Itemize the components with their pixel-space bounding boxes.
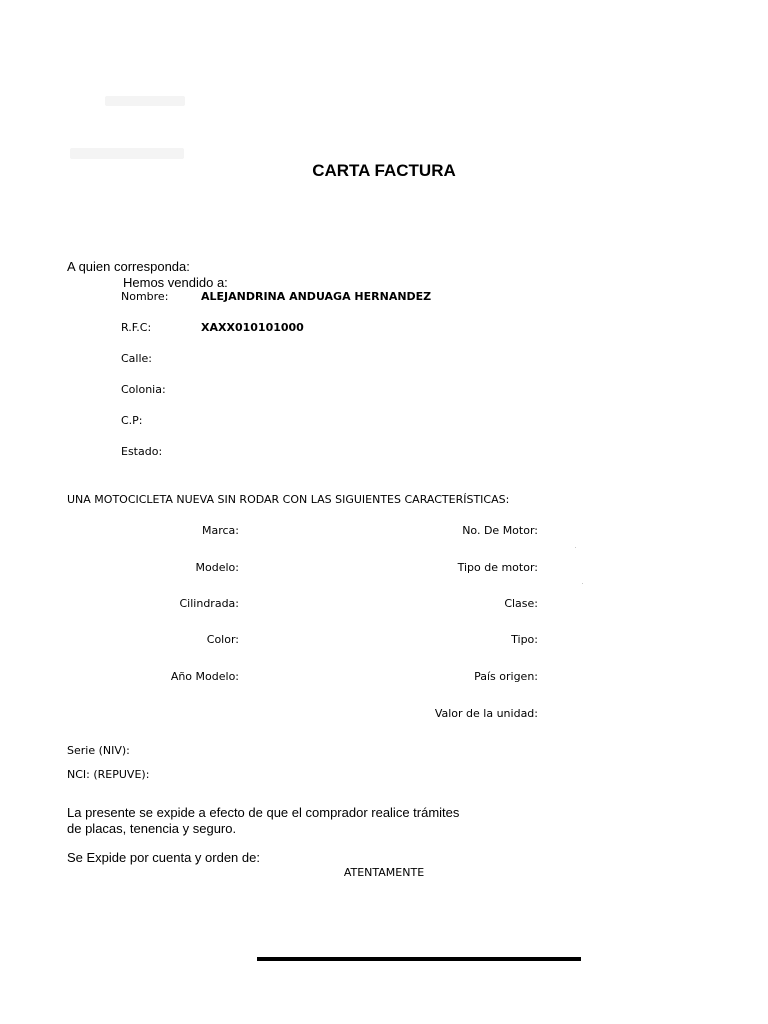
spec-clase-label: Clase: <box>504 597 538 610</box>
purpose-line-1: La presente se expide a efecto de que el comprador realice trámites <box>67 805 460 820</box>
speck <box>575 547 576 548</box>
spec-tipo-motor-label: Tipo de motor: <box>457 561 538 574</box>
spec-modelo-label: Modelo: <box>195 561 239 574</box>
nombre-value: ALEJANDRINA ANDUAGA HERNANDEZ <box>201 290 432 303</box>
faint-header-mark <box>105 96 185 106</box>
document-title: CARTA FACTURA <box>312 161 456 180</box>
cp-label: C.P: <box>121 414 143 427</box>
purpose-line-2: de placas, tenencia y seguro. <box>67 821 237 836</box>
nci-label: NCI: (REPUVE): <box>67 768 150 781</box>
expide-text: Se Expide por cuenta y orden de: <box>67 850 260 865</box>
spec-no-motor-label: No. De Motor: <box>462 524 538 537</box>
serie-label: Serie (NIV): <box>67 744 130 757</box>
nombre-label: Nombre: <box>121 290 169 303</box>
faint-header-mark <box>70 148 184 159</box>
spec-valor-unidad-label: Valor de la unidad: <box>434 707 538 720</box>
signature-line <box>257 957 581 961</box>
speck <box>582 583 583 584</box>
spec-color-label: Color: <box>206 633 239 646</box>
estado-label: Estado: <box>121 445 163 458</box>
spec-cilindrada-label: Cilindrada: <box>179 597 239 610</box>
spec-ano-modelo-label: Año Modelo: <box>170 670 239 683</box>
closing-text: ATENTAMENTE <box>343 866 425 879</box>
greeting: A quien corresponda: <box>67 259 190 274</box>
rfc-label: R.F.C: <box>121 321 152 334</box>
rfc-value: XAXX010101000 <box>201 321 304 334</box>
spec-tipo-label: Tipo: <box>511 633 538 646</box>
vehicle-intro: UNA MOTOCICLETA NUEVA SIN RODAR CON LAS SIGUIENTES CARACTERÍSTICAS: <box>67 493 510 506</box>
spec-pais-origen-label: País origen: <box>474 670 538 683</box>
calle-label: Calle: <box>121 352 153 365</box>
spec-marca-label: Marca: <box>201 524 239 537</box>
colonia-label: Colonia: <box>121 383 166 396</box>
intro-text: Hemos vendido a: <box>123 275 228 290</box>
